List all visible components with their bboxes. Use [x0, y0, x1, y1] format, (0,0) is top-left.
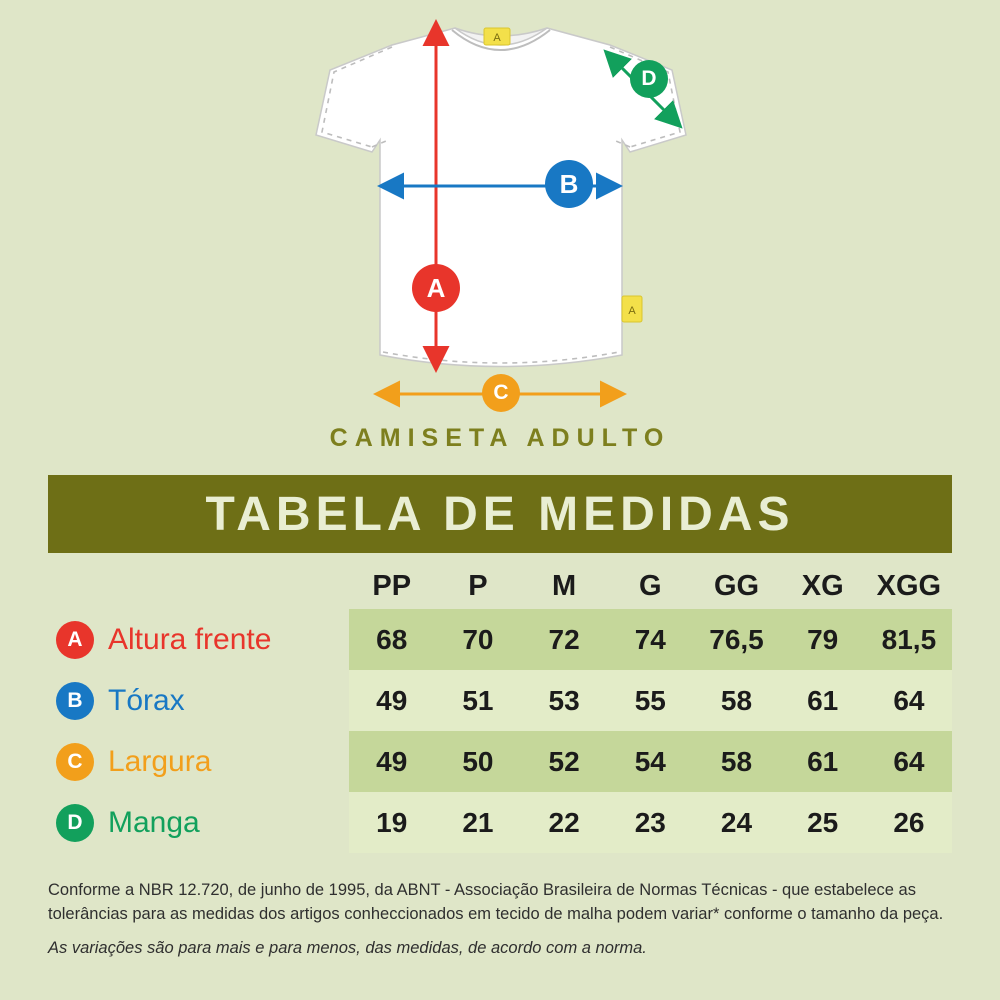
cell-value: 25 [780, 792, 866, 853]
cell-value: 68 [349, 609, 435, 670]
cell-value: 19 [349, 792, 435, 853]
footnotes [48, 879, 952, 958]
column-header: PP [372, 569, 412, 602]
footnote-norm: Conforme a NBR 12.720, de junho de 1995, da ABNT - Associação Brasileira de Normas Técnicas - que estabelece as tolerâncias para as medidas dos artigos conheccionados em tecido de malha podem variar* conforme o tamanho da peça. [48, 881, 944, 923]
cell-value: 26 [866, 792, 952, 853]
table-row [48, 731, 952, 792]
cell-value: 79 [780, 609, 866, 670]
row-label-cell [48, 609, 349, 670]
cell-value: 22 [521, 792, 607, 853]
cell-value: 64 [866, 731, 952, 792]
cell-value: 51 [435, 670, 521, 731]
cell-value: 53 [521, 670, 607, 731]
table-row [48, 792, 952, 853]
badge-b: B [56, 682, 94, 720]
badge-a: A [56, 621, 94, 659]
column-header: M [552, 569, 577, 602]
marker-c: C [482, 374, 520, 412]
row-label: Tórax [108, 683, 185, 717]
cell-value: 23 [607, 792, 693, 853]
cell-value: 58 [693, 731, 779, 792]
row-label: Manga [108, 805, 200, 839]
cell-value: 50 [435, 731, 521, 792]
illustration-caption: CAMISETA ADULTO [329, 424, 671, 452]
page-title: TABELA DE MEDIDAS [205, 487, 795, 541]
badge-c: C [56, 743, 94, 781]
cell-value: 55 [607, 670, 693, 731]
footnote-variation: As variações são para mais e para menos, das medidas, de acordo com a norma. [48, 938, 647, 957]
cell-value: 54 [607, 731, 693, 792]
row-label: Largura [108, 744, 212, 778]
cell-value: 49 [349, 670, 435, 731]
column-header: GG [713, 569, 760, 602]
header-spacer [48, 563, 349, 609]
cell-value: 81,5 [866, 609, 952, 670]
measurements-table-wrap [48, 563, 952, 853]
cell-value: 49 [349, 731, 435, 792]
cell-value: 21 [435, 792, 521, 853]
svg-text:A: A [493, 32, 501, 44]
column-header: G [639, 569, 662, 602]
marker-a: A [412, 264, 460, 312]
row-label-cell [48, 731, 349, 792]
column-header: XG [801, 569, 844, 602]
measurements-table [48, 563, 952, 853]
cell-value: 70 [435, 609, 521, 670]
cell-value: 64 [866, 670, 952, 731]
cell-value: 52 [521, 731, 607, 792]
marker-d: D [630, 60, 668, 98]
table-header-row [48, 563, 952, 609]
cell-value: 61 [780, 731, 866, 792]
tshirt-diagram-icon [0, 0, 1000, 420]
cell-value: 74 [607, 609, 693, 670]
table-row [48, 609, 952, 670]
column-header: XGG [876, 569, 942, 602]
badge-d: D [56, 804, 94, 842]
cell-value: 24 [693, 792, 779, 853]
cell-value: 76,5 [693, 609, 779, 670]
marker-b: B [545, 160, 593, 208]
table-row [48, 670, 952, 731]
cell-value: 61 [780, 670, 866, 731]
column-header: P [468, 569, 488, 602]
cell-value: 58 [693, 670, 779, 731]
row-label-cell [48, 670, 349, 731]
svg-text:A: A [628, 305, 636, 317]
shirt-illustration [0, 0, 1000, 420]
row-label-cell [48, 792, 349, 853]
row-label: Altura frente [108, 622, 272, 656]
cell-value: 72 [521, 609, 607, 670]
title-banner [48, 475, 952, 553]
